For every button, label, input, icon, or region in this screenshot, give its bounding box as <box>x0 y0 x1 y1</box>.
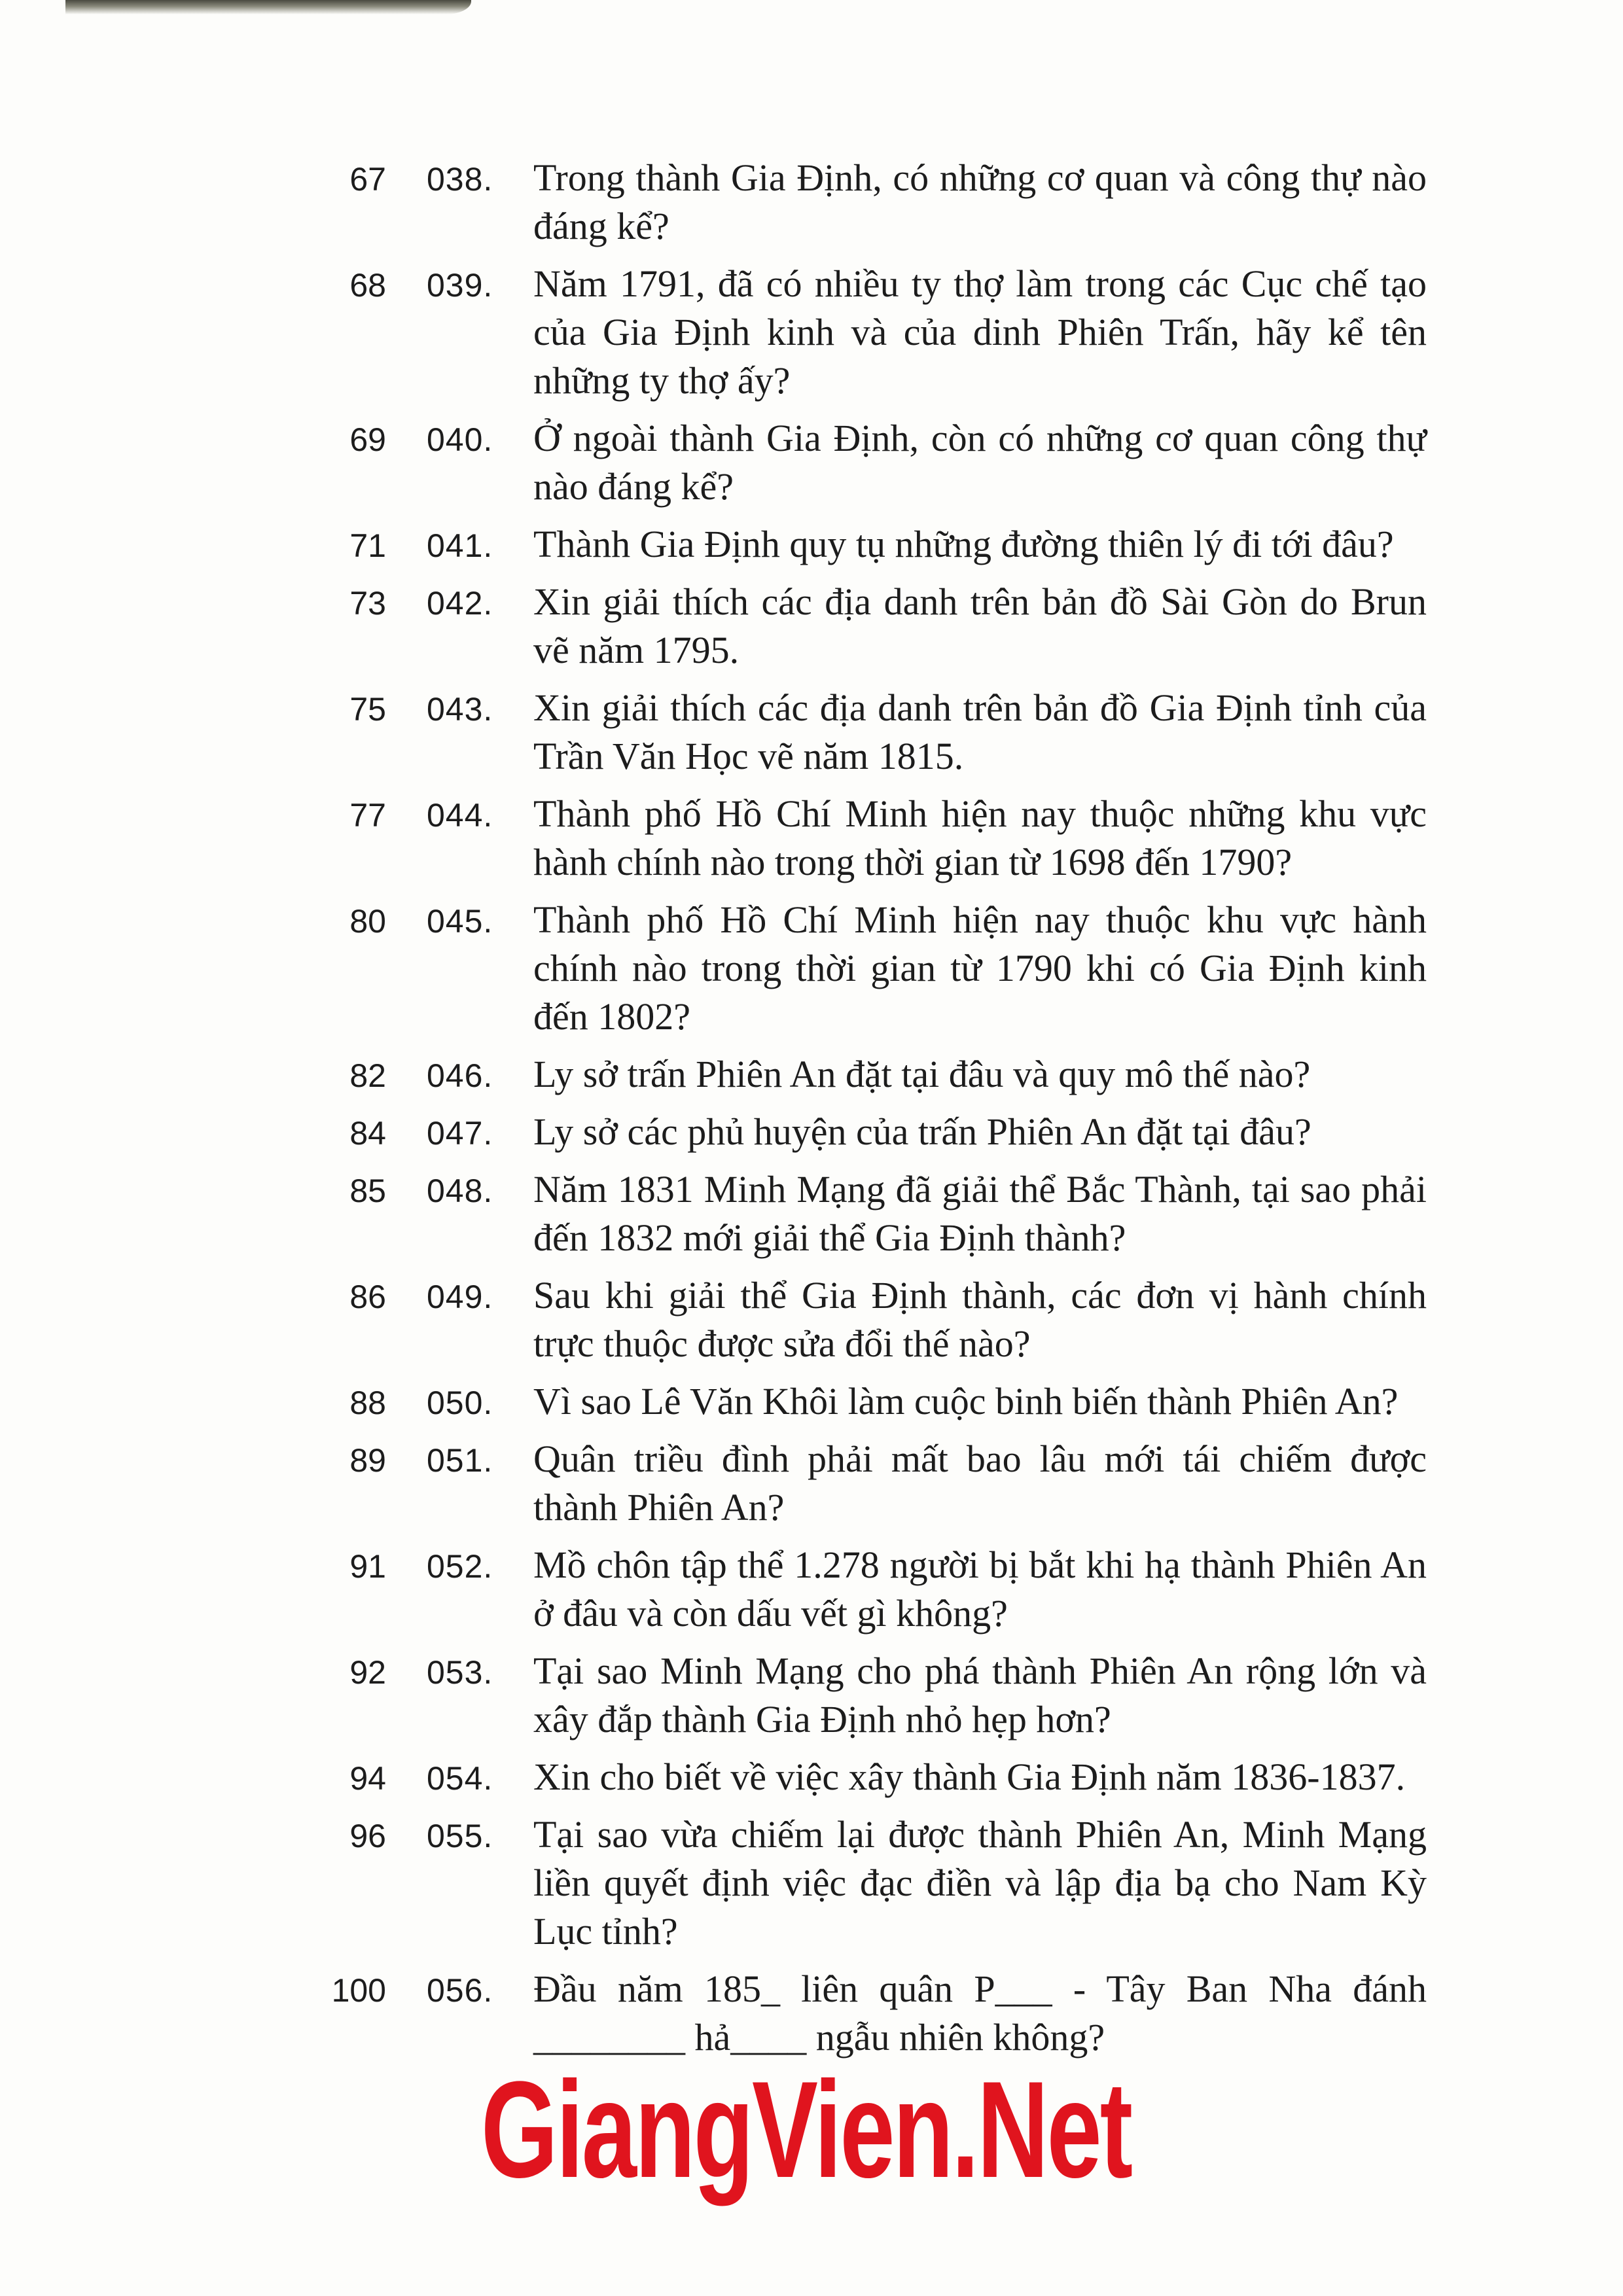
toc-page-number: 67 <box>349 161 386 198</box>
toc-entry <box>321 1753 1427 1801</box>
toc-question-text: Quân triều đình phải mất bao lâu mới tái chiếm được thành Phiên An? <box>533 1438 1427 1528</box>
toc-entry <box>321 1050 1427 1099</box>
toc-entry <box>321 414 1427 511</box>
toc-entry <box>321 1810 1427 1956</box>
toc-question-number: 054. <box>427 1760 493 1797</box>
toc-question-text: Tại sao Minh Mạng cho phá thành Phiên An rộng lớn và xây đắp thành Gia Định nhỏ hẹp hơn? <box>533 1650 1427 1740</box>
toc-question-number: 038. <box>427 161 493 198</box>
toc-page-number: 77 <box>349 797 386 834</box>
toc-question-number: 052. <box>427 1548 493 1585</box>
toc-page-number: 86 <box>349 1279 386 1315</box>
toc-page-number: 100 <box>331 1972 386 2009</box>
scan-edge-shadow <box>65 0 471 14</box>
toc-question-number: 056. <box>427 1972 493 2009</box>
toc-entry <box>321 790 1427 887</box>
toc-entry <box>321 684 1427 781</box>
toc-page-number: 73 <box>349 585 386 622</box>
toc-entry <box>321 1165 1427 1262</box>
toc-page-number: 89 <box>349 1442 386 1479</box>
toc-entry <box>321 1965 1427 2062</box>
toc-question-text: Năm 1831 Minh Mạng đã giải thể Bắc Thành, tại sao phải đến 1832 mới giải thể Gia Định thành? <box>533 1168 1427 1259</box>
toc-question-text: Năm 1791, đã có nhiều ty thợ làm trong các Cục chế tạo của Gia Định kinh và của dinh Phiên Trấn, hãy kể tên những ty thợ ấy? <box>533 262 1427 402</box>
toc-question-number: 050. <box>427 1385 493 1421</box>
toc-question-number: 039. <box>427 267 493 304</box>
toc-page-number: 84 <box>349 1115 386 1152</box>
toc-question-text: Trong thành Gia Định, có những cơ quan và công thự nào đáng kể? <box>533 156 1427 247</box>
toc-page-number: 85 <box>349 1173 386 1209</box>
toc-entry <box>321 1108 1427 1156</box>
toc-page-number: 71 <box>349 527 386 564</box>
toc-page-number: 75 <box>349 691 386 728</box>
toc-question-text: Thành phố Hồ Chí Minh hiện nay thuộc những khu vực hành chính nào trong thời gian từ 1698 đến 1790? <box>533 792 1427 883</box>
toc-question-text: Tại sao vừa chiếm lại được thành Phiên An, Minh Mạng liền quyết định việc đạc điền và lập địa bạ cho Nam Kỳ Lục tỉnh? <box>533 1813 1427 1952</box>
toc-question-text: Sau khi giải thể Gia Định thành, các đơn vị hành chính trực thuộc được sửa đổi thế nào? <box>533 1274 1427 1365</box>
toc-page-number: 69 <box>349 421 386 458</box>
toc-page-number: 91 <box>349 1548 386 1585</box>
toc-page-number: 96 <box>349 1818 386 1854</box>
toc-entry <box>321 896 1427 1041</box>
toc-question-text: Đầu năm 185_ liên quân P___ - Tây Ban Nha đánh ________ hả____ ngẫu nhiên không? <box>533 1968 1427 2058</box>
toc-question-text: Xin cho biết về việc xây thành Gia Định năm 1836-1837. <box>533 1756 1406 1798</box>
toc-question-number: 055. <box>427 1818 493 1854</box>
table-of-contents <box>321 154 1427 2071</box>
toc-question-text: Xin giải thích các địa danh trên bản đồ Gia Định tỉnh của Trần Văn Học vẽ năm 1815. <box>533 686 1427 777</box>
toc-entry <box>321 578 1427 675</box>
toc-page-number: 68 <box>349 267 386 304</box>
toc-question-number: 046. <box>427 1057 493 1094</box>
toc-page-number: 92 <box>349 1654 386 1691</box>
toc-question-number: 047. <box>427 1115 493 1152</box>
toc-entry <box>321 260 1427 405</box>
toc-entry <box>321 1647 1427 1744</box>
toc-entry <box>321 1377 1427 1426</box>
toc-entry <box>321 520 1427 569</box>
toc-question-number: 048. <box>427 1173 493 1209</box>
toc-question-text: Ly sở các phủ huyện của trấn Phiên An đặt tại đâu? <box>533 1110 1311 1153</box>
toc-question-number: 049. <box>427 1279 493 1315</box>
toc-question-text: Thành Gia Định quy tụ những đường thiên lý đi tới đâu? <box>533 523 1394 565</box>
toc-question-text: Vì sao Lê Văn Khôi làm cuộc binh biến thành Phiên An? <box>533 1380 1399 1422</box>
toc-question-text: Ly sở trấn Phiên An đặt tại đâu và quy mô thế nào? <box>533 1053 1311 1095</box>
toc-page-number: 80 <box>349 903 386 940</box>
toc-question-text: Mồ chôn tập thể 1.278 người bị bắt khi hạ thành Phiên An ở đâu và còn dấu vết gì không? <box>533 1544 1427 1634</box>
toc-question-text: Ở ngoài thành Gia Định, còn có những cơ quan công thự nào đáng kể? <box>533 417 1427 508</box>
toc-entry <box>321 1435 1427 1532</box>
toc-question-number: 040. <box>427 421 493 458</box>
toc-question-text: Xin giải thích các địa danh trên bản đồ Sài Gòn do Brun vẽ năm 1795. <box>533 580 1427 671</box>
toc-question-number: 041. <box>427 527 493 564</box>
toc-question-number: 051. <box>427 1442 493 1479</box>
toc-page-number: 88 <box>349 1385 386 1421</box>
toc-question-number: 044. <box>427 797 493 834</box>
watermark-logo: GiangVien.Net <box>481 2053 1132 2206</box>
toc-entry <box>321 1541 1427 1638</box>
toc-page-number: 94 <box>349 1760 386 1797</box>
toc-page-number: 82 <box>349 1057 386 1094</box>
toc-entry <box>321 1271 1427 1368</box>
toc-entry <box>321 154 1427 251</box>
toc-question-number: 043. <box>427 691 493 728</box>
toc-question-text: Thành phố Hồ Chí Minh hiện nay thuộc khu vực hành chính nào trong thời gian từ 1790 khi có Gia Định kinh đến 1802? <box>533 898 1427 1038</box>
toc-question-number: 042. <box>427 585 493 622</box>
toc-question-number: 045. <box>427 903 493 940</box>
toc-question-number: 053. <box>427 1654 493 1691</box>
